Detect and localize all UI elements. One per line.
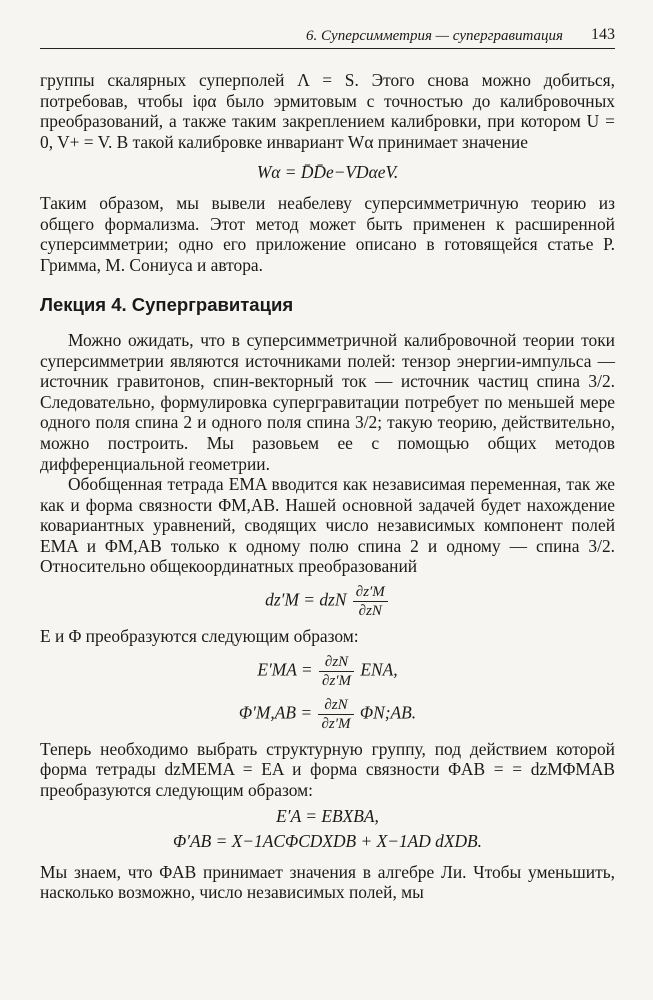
eq2-lhs: dz′M = dzN <box>265 589 347 610</box>
eq3-rhs: ENA, <box>360 659 398 680</box>
eq2-denominator: ∂zN <box>358 603 382 620</box>
eq2-numerator: ∂z′M <box>353 583 388 602</box>
paragraph-7: Мы знаем, что ΦAB принимает значения в алгебре Ли. Чтобы уменьшить, насколько возможно, число независимых полей, мы <box>40 861 615 903</box>
section-heading: Лекция 4. Супергравитация <box>40 294 294 316</box>
eq3-numerator: ∂zN <box>319 653 354 672</box>
eq3-denominator: ∂z′M <box>322 672 352 689</box>
eq3-fraction <box>319 653 354 690</box>
eq4-fraction <box>318 696 353 733</box>
equation-coordinate-transform <box>40 583 615 620</box>
eq4-lhs: Φ′M,AB = <box>238 702 313 723</box>
paragraph-4: Обобщенная тетрада EMA вводится как независимая переменная, так же как и форма связности ΦM,AB. Нашей основной задачей будет нахождение ковариантных уравнений, сводящих число независимых компонент полей EMA и ΦM,AB только к одному полю спина 2 и одному — спина 3/2. Относительно общекоординатных преобразований <box>40 474 615 577</box>
eq4-numerator: ∂zN <box>318 696 353 715</box>
paragraph-1: группы скалярных суперполей Λ = S. Этого снова можно добиться, потребовав, чтобы iφα было эрмитовым с точностью до калибровочных преобразований, а также таким закреплением калибровки, при котором U = 0, V+ = V. В такой калибровке инвариант Wα принимает значение <box>40 70 615 152</box>
paragraph-6: Теперь необходимо выбрать структурную группу, под действием которой форма тетрады dzMEMA = EA и форма связности ΦAB = = dzMΦMAB преобразуются следующим образом: <box>40 738 615 800</box>
eq2-fraction <box>353 583 388 620</box>
equation-w-alpha: Wα = D̄D̄e−VDαeV. <box>256 162 399 183</box>
page-number: 143 <box>591 26 615 43</box>
equation-tetrad-transform <box>40 653 615 690</box>
eq4-denominator: ∂z′M <box>321 715 351 732</box>
running-title: 6. Суперсимметрия — супергравитация <box>306 28 563 44</box>
equation-connection-structure: Φ′AB = X−1ACΦCDXDB + X−1AD dXDB. <box>172 831 483 852</box>
paragraph-5: E и Φ преобразуются следующим образом: <box>40 626 359 647</box>
running-header <box>40 22 615 49</box>
equation-tetrad-structure: E′A = EBXBA, <box>276 806 379 827</box>
eq3-lhs: E′MA = <box>257 659 313 680</box>
eq4-rhs: ΦN;AB. <box>359 702 417 723</box>
paragraph-2: Таким образом, мы вывели неабелеву суперсимметричную теорию из общего формализма. Этот метод может быть применен к расширенной суперсимметрии; одно его приложение описано в готовящейся статье Р. Гримма, М. Сониуса и автора. <box>40 192 615 275</box>
page-body <box>40 70 615 903</box>
equation-connection-transform <box>40 696 615 733</box>
paragraph-3: Можно ожидать, что в суперсимметричной калибровочной теории токи суперсимметрии являются источниками полей: тензор энергии-импульса — источник гравитонов, спин-векторный ток — источник частиц спина 3/2. Следовательно, формулировка супергравитации потребует по меньшей мере одного поля спина 2 и одного поля спина 3/2; такую теорию, действительно, можно построить. Мы разовьем ее с помощью общих методов дифференциальной геометрии. <box>40 329 615 474</box>
